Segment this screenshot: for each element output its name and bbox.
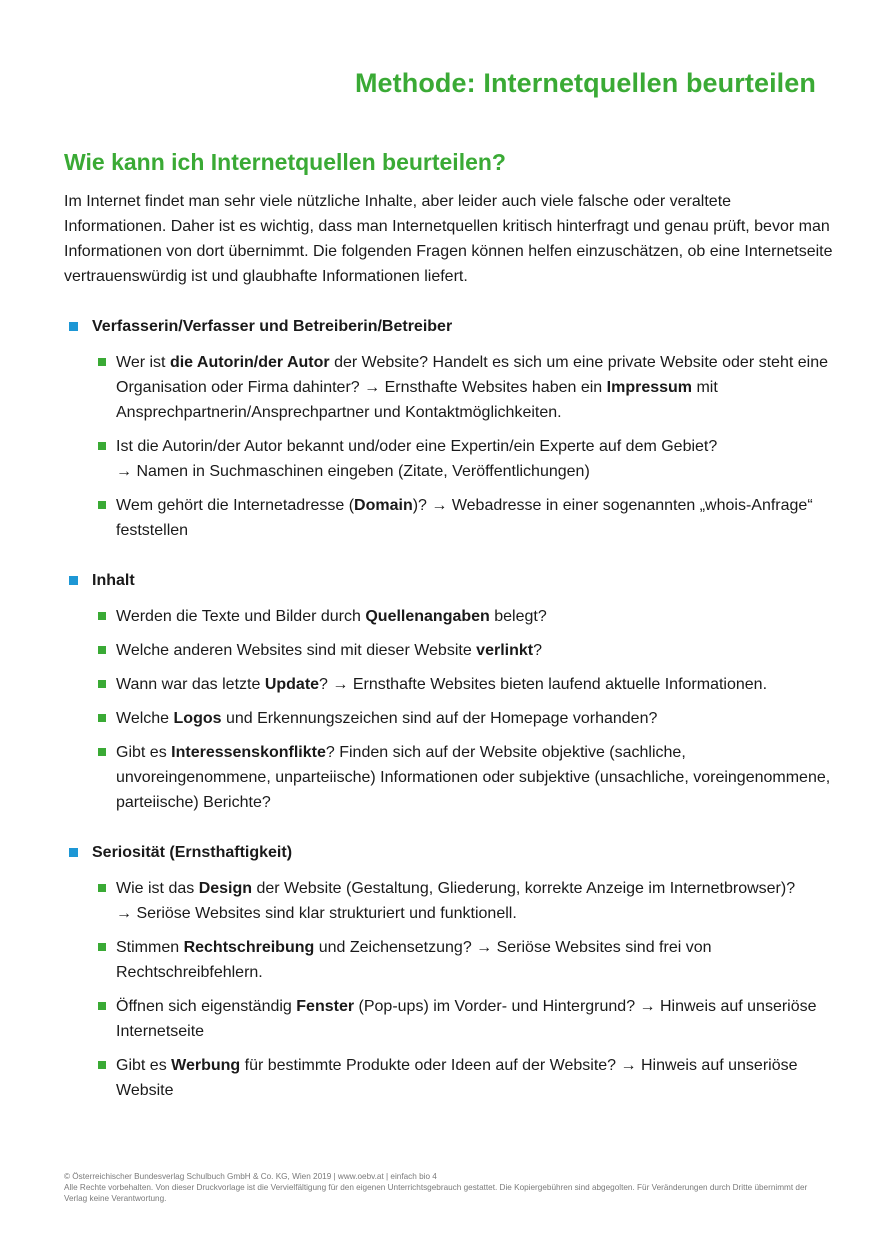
section-1 xyxy=(64,314,834,543)
item-text: belegt? xyxy=(489,608,547,625)
list-item xyxy=(116,672,836,697)
section-heading xyxy=(64,314,834,339)
list-item xyxy=(116,350,836,425)
list-item xyxy=(116,1053,836,1103)
item-text: → Seriöse Websites sind klar strukturiert und funktionell. xyxy=(116,905,517,922)
section-2 xyxy=(64,568,834,815)
page-title: Wie kann ich Internetquellen beurteilen? xyxy=(64,149,506,175)
item-text: Welche anderen Websites sind mit dieser Website xyxy=(116,642,477,659)
green-square-bullet-icon xyxy=(98,714,106,722)
green-square-bullet-icon xyxy=(98,442,106,450)
list-item xyxy=(116,876,836,926)
item-text: Wer ist xyxy=(116,354,170,371)
list-item xyxy=(116,638,836,663)
list-item xyxy=(116,604,836,629)
emphasis-text: Interessenskonflikte xyxy=(171,744,326,761)
item-text: ? xyxy=(533,642,542,659)
green-square-bullet-icon xyxy=(98,501,106,509)
header-title: Methode: Internetquellen beurteilen xyxy=(354,68,816,98)
item-text: )? → Webadresse in einer sogenannten „whois-Anfrage“ feststellen xyxy=(116,497,813,539)
item-text: Gibt es xyxy=(116,1057,172,1074)
section-3 xyxy=(64,840,834,1103)
green-square-bullet-icon xyxy=(98,748,106,756)
item-text: Stimmen xyxy=(116,939,184,956)
green-square-bullet-icon xyxy=(98,1061,106,1069)
item-text: Wie ist das xyxy=(116,880,199,897)
item-text: Werden die Texte und Bilder durch xyxy=(116,608,366,625)
green-square-bullet-icon xyxy=(98,646,106,654)
green-square-bullet-icon xyxy=(98,884,106,892)
item-text: der Website (Gestaltung, Gliederung, korrekte Anzeige im Internetbrowser)? xyxy=(252,880,796,897)
item-text: Gibt es xyxy=(116,744,172,761)
section-heading xyxy=(64,840,834,865)
blue-square-bullet-icon xyxy=(69,576,78,585)
green-square-bullet-icon xyxy=(98,358,106,366)
emphasis-text: Fenster xyxy=(296,998,355,1015)
section-heading xyxy=(64,568,834,593)
emphasis-text: Update xyxy=(264,676,320,693)
section-heading-text: Seriosität (Ernsthaftigkeit) xyxy=(92,844,293,861)
emphasis-text: Impressum xyxy=(606,379,693,396)
green-square-bullet-icon xyxy=(98,1002,106,1010)
emphasis-text: Werbung xyxy=(171,1057,241,1074)
green-square-bullet-icon xyxy=(98,680,106,688)
item-text: mit Ansprechpartnerin/Ansprechpartner und Kontaktmöglichkeiten. xyxy=(116,379,718,421)
item-text: Welche xyxy=(116,710,174,727)
green-square-bullet-icon xyxy=(98,943,106,951)
intro-paragraph: Im Internet findet man sehr viele nützliche Inhalte, aber leider auch viele falsche oder veraltete Informationen. Daher ist es wichtig, dass man Internetquellen kritisch hinterfragt und genau prüft, bevor man Informationen von dort übernimmt. Die folgenden Fragen können helfen einzuschätzen, ob eine Internetseite vertrauenswürdig ist und glaubhafte Informationen liefert. xyxy=(64,193,833,285)
item-text: Öffnen sich eigenständig xyxy=(116,998,297,1015)
item-text: für bestimmte Produkte oder Ideen auf der Website? → Hinweis auf unseriöse Website xyxy=(116,1057,798,1099)
list-item xyxy=(116,994,836,1044)
list-item xyxy=(116,434,836,484)
item-text: der Website? Handelt es sich um eine private Website oder steht eine Organisation oder Firma dahinter? → Ernsthafte Websites haben ein xyxy=(116,354,828,396)
item-text: (Pop-ups) im Vorder- und Hintergrund? → Hinweis auf unseriöse Internetseite xyxy=(116,998,817,1040)
footer xyxy=(64,1171,824,1204)
emphasis-text: Design xyxy=(198,880,253,897)
item-text: ? → Ernsthafte Websites bieten laufend aktuelle Informationen. xyxy=(319,676,768,693)
emphasis-text: Rechtschreibung xyxy=(183,939,315,956)
emphasis-text: verlinkt xyxy=(476,642,534,659)
emphasis-text: Logos xyxy=(173,710,222,727)
section-heading-text: Verfasserin/Verfasser und Betreiberin/Betreiber xyxy=(92,318,453,335)
list-item xyxy=(116,706,836,731)
item-text: Wann war das letzte xyxy=(116,676,265,693)
item-text: und Erkennungszeichen sind auf der Homepage vorhanden? xyxy=(221,710,658,727)
list-item xyxy=(116,493,836,543)
blue-square-bullet-icon xyxy=(69,848,78,857)
item-text: und Zeichensetzung? → Seriöse Websites sind frei von Rechtschreibfehlern. xyxy=(116,939,712,981)
blue-square-bullet-icon xyxy=(69,322,78,331)
item-text: → Namen in Suchmaschinen eingeben (Zitate, Veröffentlichungen) xyxy=(116,463,590,480)
emphasis-text: Domain xyxy=(354,497,413,514)
item-text: Ist die Autorin/der Autor bekannt und/oder eine Expertin/ein Experte auf dem Gebiet? xyxy=(116,438,718,455)
emphasis-text: die Autorin/der Autor xyxy=(169,354,330,371)
list-item xyxy=(116,740,836,815)
green-square-bullet-icon xyxy=(98,612,106,620)
item-text: ? Finden sich auf der Website objektive (sachliche, unvoreingenommene, unparteiische) Informationen oder subjektive (unsachliche, voreingenommene, parteiische) Berichte? xyxy=(116,744,831,811)
footer-rights: Alle Rechte vorbehalten. Von dieser Druckvorlage ist die Vervielfältigung für den eigenen Unterrichtsgebrauch gestattet. Die Kopiergebühren sind abgegolten. Für Veränderungen durch Dritte übernimmt der Verlag keine Verantwortung. xyxy=(64,1183,808,1203)
criteria-sections xyxy=(64,314,834,1128)
section-heading-text: Inhalt xyxy=(92,572,135,589)
emphasis-text: Quellenangaben xyxy=(365,608,490,625)
footer-copyright: © Österreichischer Bundesverlag Schulbuch GmbH & Co. KG, Wien 2019 | www.oebv.at | einfach bio 4 xyxy=(64,1172,437,1181)
list-item xyxy=(116,935,836,985)
item-text: Wem gehört die Internetadresse ( xyxy=(116,497,355,514)
